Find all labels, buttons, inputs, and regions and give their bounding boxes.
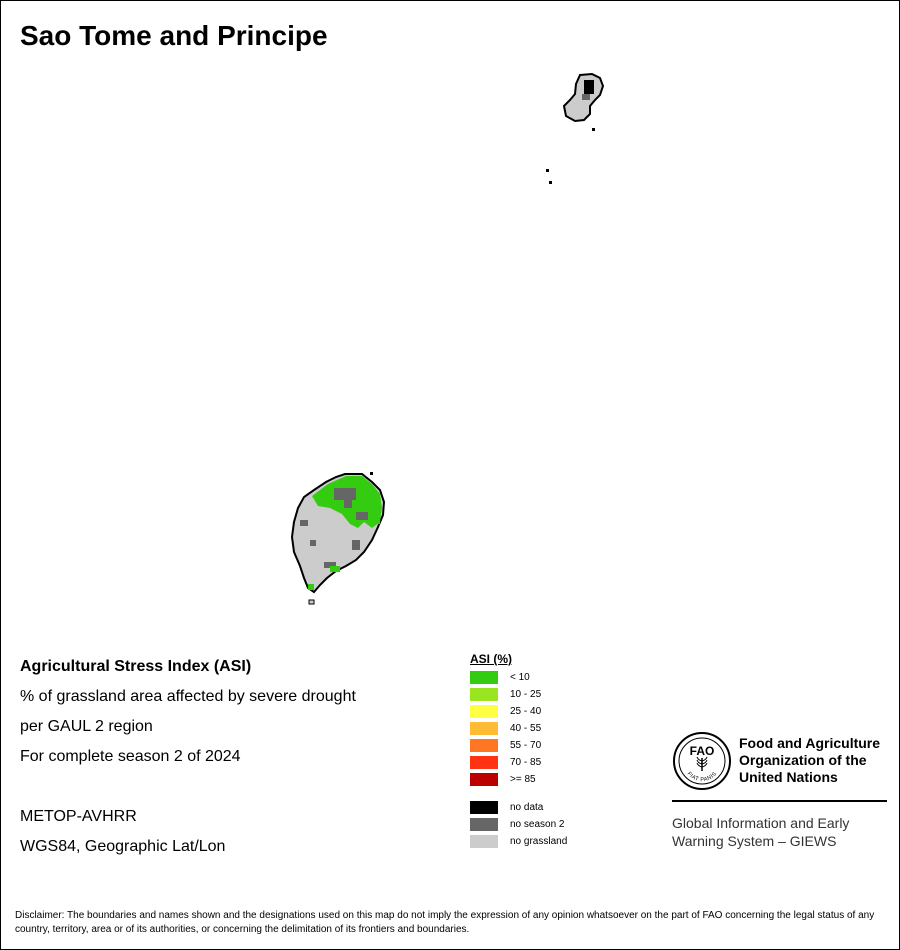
logo-motto: FIAT PANIS [685, 770, 719, 784]
sao-tome-islet [309, 600, 314, 604]
divider [672, 800, 887, 802]
legend-label: no grassland [510, 836, 568, 847]
sao-tome-asi-low [308, 584, 314, 590]
legend-swatch [470, 671, 498, 684]
legend-title: ASI (%) [470, 652, 512, 666]
legend-label: 55 - 70 [510, 740, 542, 751]
sao-tome-no-season [300, 520, 308, 526]
sensor-label: METOP-AVHRR [20, 808, 137, 825]
organization-name [739, 735, 899, 786]
legend-swatch [470, 705, 498, 718]
legend-swatch [470, 739, 498, 752]
legend-swatch [470, 835, 498, 848]
principe-no-season [582, 94, 590, 100]
fao-logo [672, 731, 732, 791]
index-description: % of grassland area affected by severe drought [20, 688, 356, 705]
legend-label: 10 - 25 [510, 689, 542, 700]
legend-label: 70 - 85 [510, 757, 542, 768]
sao-tome-no-season [356, 512, 368, 520]
map-title: Sao Tome and Principe [20, 20, 328, 51]
sao-tome-island [292, 474, 384, 604]
islet [370, 472, 373, 475]
season-label: For complete season 2 of 2024 [20, 748, 241, 765]
projection-label: WGS84, Geographic Lat/Lon [20, 838, 226, 855]
sao-tome-no-season [344, 500, 352, 508]
sao-tome-no-season [334, 488, 356, 500]
org-name-line: Organization of the [739, 752, 867, 768]
legend-swatch [470, 722, 498, 735]
legend-swatch [470, 818, 498, 831]
islet [549, 181, 552, 184]
legend-label: < 10 [510, 672, 530, 683]
index-name: Agricultural Stress Index (ASI) [20, 658, 252, 675]
legend-label: no data [510, 802, 544, 813]
sao-tome-no-season [310, 540, 316, 546]
system-name-line: Warning System – GIEWS [672, 833, 837, 849]
org-name-line: United Nations [739, 769, 838, 785]
legend-swatch [470, 688, 498, 701]
legend-label: 40 - 55 [510, 723, 542, 734]
logo-letters: FAO [689, 744, 715, 758]
sao-tome-asi-low [370, 514, 380, 524]
sao-tome-no-season [352, 540, 360, 550]
sao-tome-asi-low [330, 566, 340, 572]
legend-swatch [470, 801, 498, 814]
legend-swatch [470, 773, 498, 786]
disclaimer: Disclaimer: The boundaries and names shown and the designations used on this map do not imply the expression of any opinion whatsoever on the part of FAO concerning the legal status of any country, territory, area or of its authorities, or concerning the delimitation of its frontiers and boundaries. [15, 910, 875, 935]
legend-label: no season 2 [510, 819, 565, 830]
legend-swatch [470, 756, 498, 769]
system-name [672, 814, 849, 850]
islet [546, 169, 549, 172]
region-unit: per GAUL 2 region [20, 718, 153, 735]
principe-no-data [584, 80, 594, 94]
system-name-line: Global Information and Early [672, 815, 850, 831]
principe-islet [592, 128, 595, 131]
org-name-line: Food and Agriculture [739, 735, 881, 751]
principe-island [564, 74, 603, 131]
legend-label: 25 - 40 [510, 706, 542, 717]
legend-label: >= 85 [510, 774, 536, 785]
